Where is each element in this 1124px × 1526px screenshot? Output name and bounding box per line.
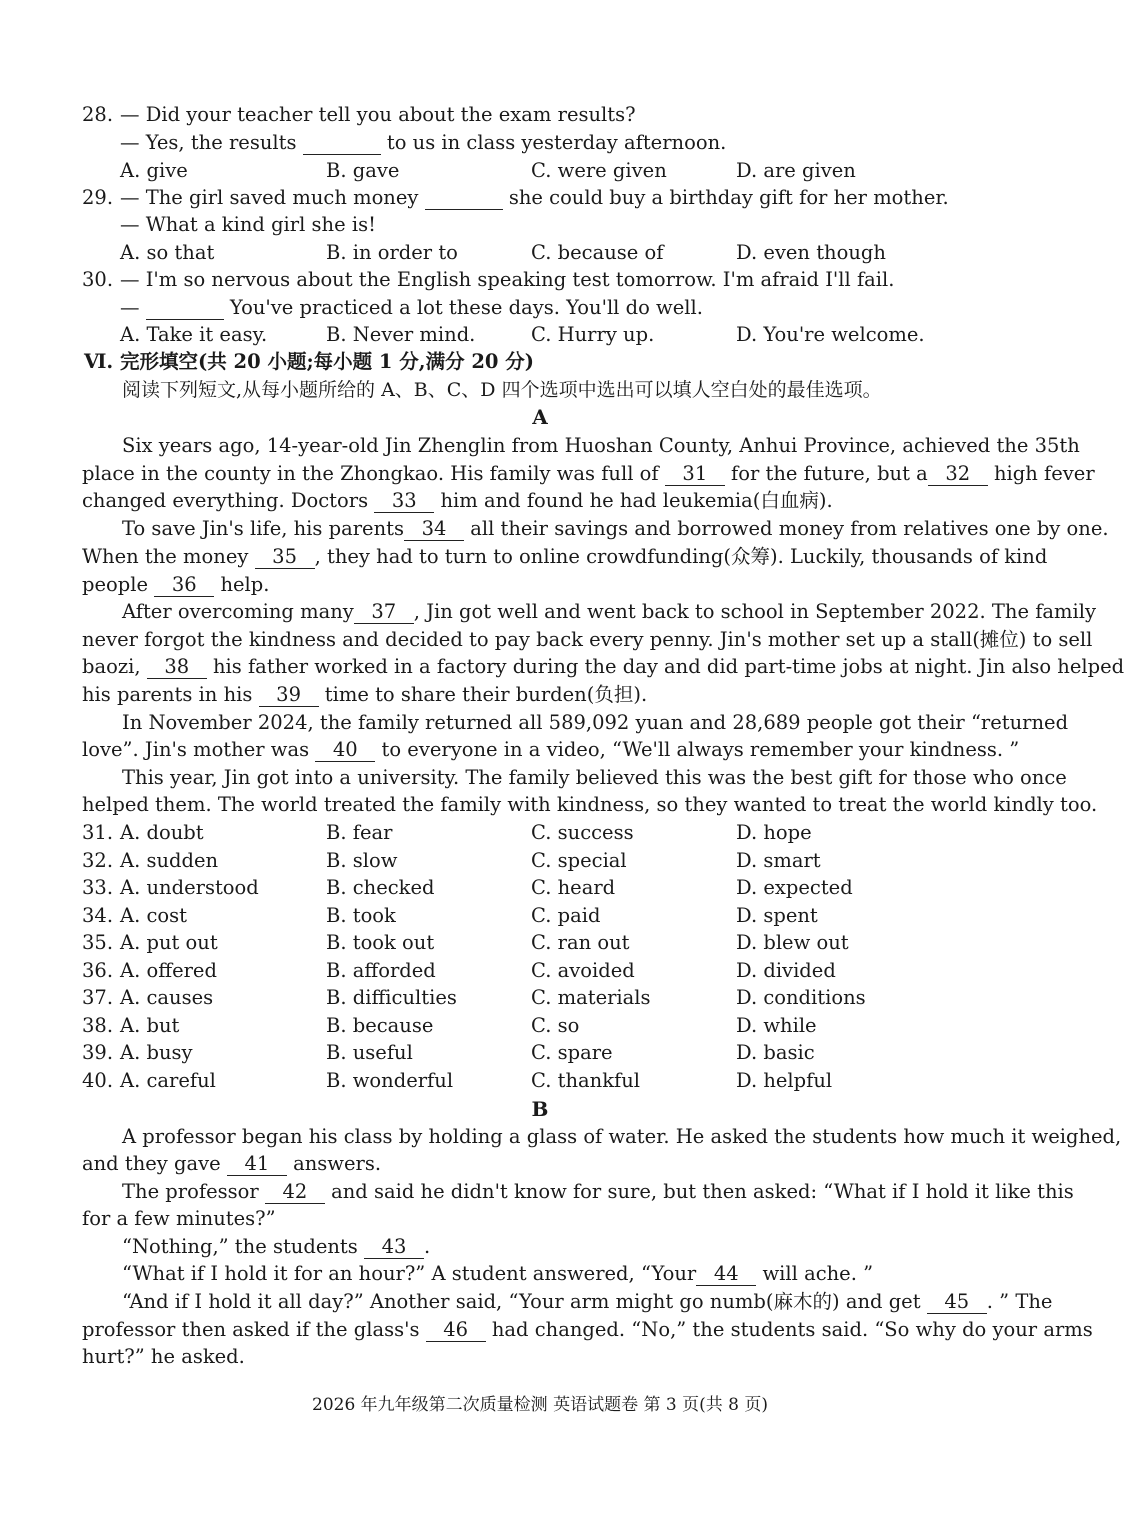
q28-text2b: to us in class yesterday afternoon. [386, 131, 727, 154]
text: professor then asked if the glass's [82, 1318, 420, 1341]
q30-option-a[interactable]: A. Take it easy. [120, 323, 268, 346]
option-d[interactable]: D. spent [736, 903, 818, 927]
option-a[interactable]: A. doubt [120, 821, 204, 844]
text: high fever [993, 462, 1095, 485]
option-row [0, 874, 1080, 902]
option-a[interactable]: A. busy [120, 1041, 193, 1064]
blank-31[interactable]: 31 [665, 463, 725, 486]
passage-a-line: helped them. The world treated the family with kindness, so they wanted to treat the world kindly too. [82, 793, 1098, 816]
q29-line1 [82, 184, 976, 212]
option-b[interactable]: B. because [326, 1013, 434, 1037]
text: and they gave [82, 1152, 221, 1175]
question-number: 34. [82, 903, 114, 927]
passage-a-line: never forgot the kindness and decided to pay back every penny. Jin's mother set up a stall(摊位) to sell [82, 628, 1093, 651]
option-row [0, 819, 1080, 847]
option-c[interactable]: C. ran out [531, 931, 630, 954]
option-row [0, 957, 1080, 985]
text: To save Jin's life, his parents [122, 517, 404, 540]
passage-a-line: In November 2024, the family returned all 589,092 yuan and 28,689 people got their “returned [122, 711, 1069, 734]
option-d[interactable]: D. while [736, 1013, 817, 1037]
q30-option-d[interactable]: D. You're welcome. [736, 323, 925, 346]
option-a[interactable]: A. but [120, 1013, 180, 1037]
option-c[interactable]: C. paid [531, 903, 601, 927]
text: help. [220, 573, 270, 596]
text: love”. Jin's mother was [82, 738, 310, 761]
text: baozi, [82, 655, 141, 678]
passage-a-line [82, 571, 976, 599]
text: to everyone in a video, “We'll always remember your kindness. ” [381, 738, 1020, 761]
passage-b-line [122, 1288, 1053, 1316]
text: When the money [82, 545, 249, 568]
question-number: 33. [82, 876, 114, 899]
blank-33[interactable]: 33 [374, 490, 434, 513]
passage-a-line [82, 487, 976, 515]
passage-a-line [82, 653, 1124, 681]
q30-line1 [82, 266, 976, 294]
q30-text1: — I'm so nervous about the English speaking test tomorrow. I'm afraid I'll fail. [120, 268, 895, 291]
passage-b-line [122, 1178, 1074, 1206]
passage-a-line [82, 681, 976, 709]
q30-number: 30. [82, 268, 114, 291]
text: place in the county in the Zhongkao. His family was full of [82, 462, 659, 485]
option-b[interactable]: B. fear [326, 821, 393, 844]
blank-40[interactable]: 40 [315, 739, 375, 762]
question-number: 39. [82, 1041, 114, 1064]
q30-blank[interactable] [146, 297, 224, 320]
option-c[interactable]: C. thankful [531, 1068, 641, 1092]
q30-options [0, 321, 1080, 349]
text: had changed. “No,” the students said. “So why do your arms [491, 1318, 1093, 1341]
option-a[interactable]: A. cost [120, 903, 187, 927]
q30-line2 [120, 294, 1014, 322]
question-number: 31. [82, 821, 114, 844]
option-row [0, 1039, 1080, 1067]
q30-dash: — [120, 296, 140, 319]
passage-a-line [82, 543, 1048, 571]
passage-b-line [122, 1233, 976, 1261]
option-c[interactable]: C. heard [531, 876, 616, 899]
option-a[interactable]: A. careful [120, 1068, 216, 1092]
passage-b-line: A professor began his class by holding a glass of water. He asked the students how much it weighed, [122, 1125, 1122, 1148]
text: people [82, 573, 149, 596]
q28-line2 [120, 129, 1014, 157]
text: changed everything. Doctors [82, 489, 369, 512]
option-b[interactable]: B. took out [326, 931, 435, 954]
passage-b-line: for a few minutes?” [82, 1207, 276, 1230]
option-row [0, 902, 1080, 930]
option-c[interactable]: C. special [531, 848, 627, 872]
q30-text2b: You've practiced a lot these days. You'll do well. [229, 296, 703, 319]
question-number: 40. [82, 1068, 114, 1092]
q28-blank[interactable] [303, 132, 381, 155]
blank-44[interactable]: 44 [696, 1263, 756, 1286]
passage-b-line [82, 1316, 1093, 1344]
option-row [0, 984, 1080, 1012]
passage-a-line [82, 460, 1095, 488]
q28-option-b[interactable]: B. gave [326, 159, 400, 182]
text: his father worked in a factory during the day and did part-time jobs at night. Jin also helped [212, 655, 1124, 678]
blank-42[interactable]: 42 [265, 1181, 325, 1204]
q29-text1b: she could buy a birthday gift for her mother. [508, 186, 949, 209]
blank-43[interactable]: 43 [364, 1236, 424, 1259]
q28-options [0, 157, 1080, 185]
q30-option-c[interactable]: C. Hurry up. [531, 323, 655, 346]
text: “Nothing,” the students [122, 1235, 358, 1258]
q29-options [0, 239, 1080, 267]
option-d[interactable]: D. smart [736, 848, 821, 872]
question-number: 38. [82, 1013, 114, 1037]
blank-39[interactable]: 39 [259, 684, 319, 707]
q28-text1: — Did your teacher tell you about the exam results? [120, 103, 636, 126]
text: , Jin got well and went back to school in September 2022. The family [413, 600, 1097, 623]
text: . ” The [986, 1290, 1053, 1313]
passage-a-line [82, 736, 1020, 764]
text: all their savings and borrowed money from relatives one by one. [470, 517, 1109, 540]
q28-option-d[interactable]: D. are given [736, 159, 856, 182]
option-b[interactable]: B. difficulties [326, 986, 457, 1009]
question-number: 35. [82, 931, 114, 954]
option-c[interactable]: C. so [531, 1013, 580, 1037]
blank-34[interactable]: 34 [404, 518, 464, 541]
option-d[interactable]: D. expected [736, 876, 853, 899]
q28-number: 28. [82, 103, 114, 126]
q29-option-d[interactable]: D. even though [736, 241, 886, 264]
text: , they had to turn to online crowdfunding(众筹). Luckily, thousands of kind [314, 545, 1048, 568]
passage-b-line [122, 1260, 976, 1288]
option-c[interactable]: C. avoided [531, 958, 635, 982]
section-heading: Ⅵ. 完形填空(共 20 小题;每小题 1 分,满分 20 分) [84, 350, 535, 373]
question-number: 32. [82, 848, 114, 872]
option-row [0, 1067, 1080, 1095]
passage-a-title: A [532, 405, 548, 429]
option-d[interactable]: D. basic [736, 1041, 815, 1064]
q29-option-b[interactable]: B. in order to [326, 241, 458, 264]
option-a[interactable]: A. causes [120, 986, 214, 1009]
option-row [0, 1012, 1080, 1040]
q29-option-c[interactable]: C. because of [531, 241, 664, 264]
text: will ache. ” [762, 1262, 874, 1285]
option-b[interactable]: B. checked [326, 876, 435, 899]
option-c[interactable]: C. materials [531, 986, 651, 1009]
option-a[interactable]: A. offered [120, 958, 217, 982]
text: time to share their burden(负担). [324, 683, 648, 706]
option-d[interactable]: D. hope [736, 821, 812, 844]
blank-41[interactable]: 41 [227, 1153, 287, 1176]
option-d[interactable]: D. blew out [736, 931, 849, 954]
blank-38[interactable]: 38 [147, 656, 207, 679]
question-number: 37. [82, 986, 114, 1009]
passage-a-line: This year, Jin got into a university. The family believed this was the best gift for those who once [122, 766, 1067, 789]
option-a[interactable]: A. understood [120, 876, 259, 899]
option-row [0, 847, 1080, 875]
passage-b-line: hurt?” he asked. [82, 1345, 245, 1368]
option-b[interactable]: B. useful [326, 1041, 413, 1064]
q30-option-b[interactable]: B. Never mind. [326, 323, 476, 346]
blank-46[interactable]: 46 [426, 1319, 486, 1342]
text: his parents in his [82, 683, 253, 706]
blank-32[interactable]: 32 [928, 463, 988, 486]
text: “What if I hold it for an hour?” A student answered, “Your [122, 1262, 697, 1285]
q28-text2a: — Yes, the results [120, 131, 297, 154]
blank-35[interactable]: 35 [255, 546, 315, 569]
text: . [423, 1235, 431, 1258]
blank-36[interactable]: 36 [154, 574, 214, 597]
option-b[interactable]: B. took [326, 903, 396, 927]
q29-option-a[interactable]: A. so that [120, 241, 215, 264]
option-b[interactable]: B. slow [326, 848, 398, 872]
passage-a-line [122, 515, 1109, 543]
passage-a-line: Six years ago, 14-year-old Jin Zhenglin from Huoshan County, Anhui Province, achieved the 35th [122, 434, 1080, 457]
option-d[interactable]: D. conditions [736, 986, 866, 1009]
q29-blank[interactable] [425, 187, 503, 210]
passage-b-title: B [531, 1097, 549, 1121]
passage-b-line [82, 1150, 976, 1178]
text: him and found he had leukemia(白血病). [440, 489, 833, 512]
option-b[interactable]: B. afforded [326, 958, 436, 982]
option-row [0, 929, 1080, 957]
page-footer: 2026 年九年级第二次质量检测 英语试题卷 第 3 页(共 8 页) [312, 1395, 768, 1415]
q28-option-a[interactable]: A. give [120, 159, 188, 182]
option-c[interactable]: C. spare [531, 1041, 613, 1064]
option-d[interactable]: D. helpful [736, 1068, 833, 1092]
passage-a-line [122, 598, 1097, 626]
text: The professor [122, 1180, 259, 1203]
text: answers. [293, 1152, 382, 1175]
section-instruction: 阅读下列短文,从每小题所给的 A、B、C、D 四个选项中选出可以填人空白处的最佳选项。 [122, 379, 882, 401]
option-b[interactable]: B. wonderful [326, 1068, 454, 1092]
question-number: 36. [82, 958, 114, 982]
option-a[interactable]: A. sudden [120, 848, 219, 872]
text: After overcoming many [122, 600, 354, 623]
text: for the future, but a [731, 462, 928, 485]
text: “And if I hold it all day?” Another said, “Your arm might go numb(麻木的) and get [122, 1290, 921, 1313]
option-c[interactable]: C. success [531, 821, 634, 844]
option-a[interactable]: A. put out [120, 931, 218, 954]
q29-line2: — What a kind girl she is! [120, 213, 376, 236]
q28-line1 [82, 101, 976, 129]
q29-number: 29. [82, 186, 114, 209]
q28-option-c[interactable]: C. were given [531, 159, 667, 182]
text: and said he didn't know for sure, but then asked: “What if I hold it like this [331, 1180, 1074, 1203]
q29-text1a: — The girl saved much money [120, 186, 419, 209]
blank-37[interactable]: 37 [354, 601, 414, 624]
blank-45[interactable]: 45 [927, 1291, 987, 1314]
option-d[interactable]: D. divided [736, 958, 836, 982]
